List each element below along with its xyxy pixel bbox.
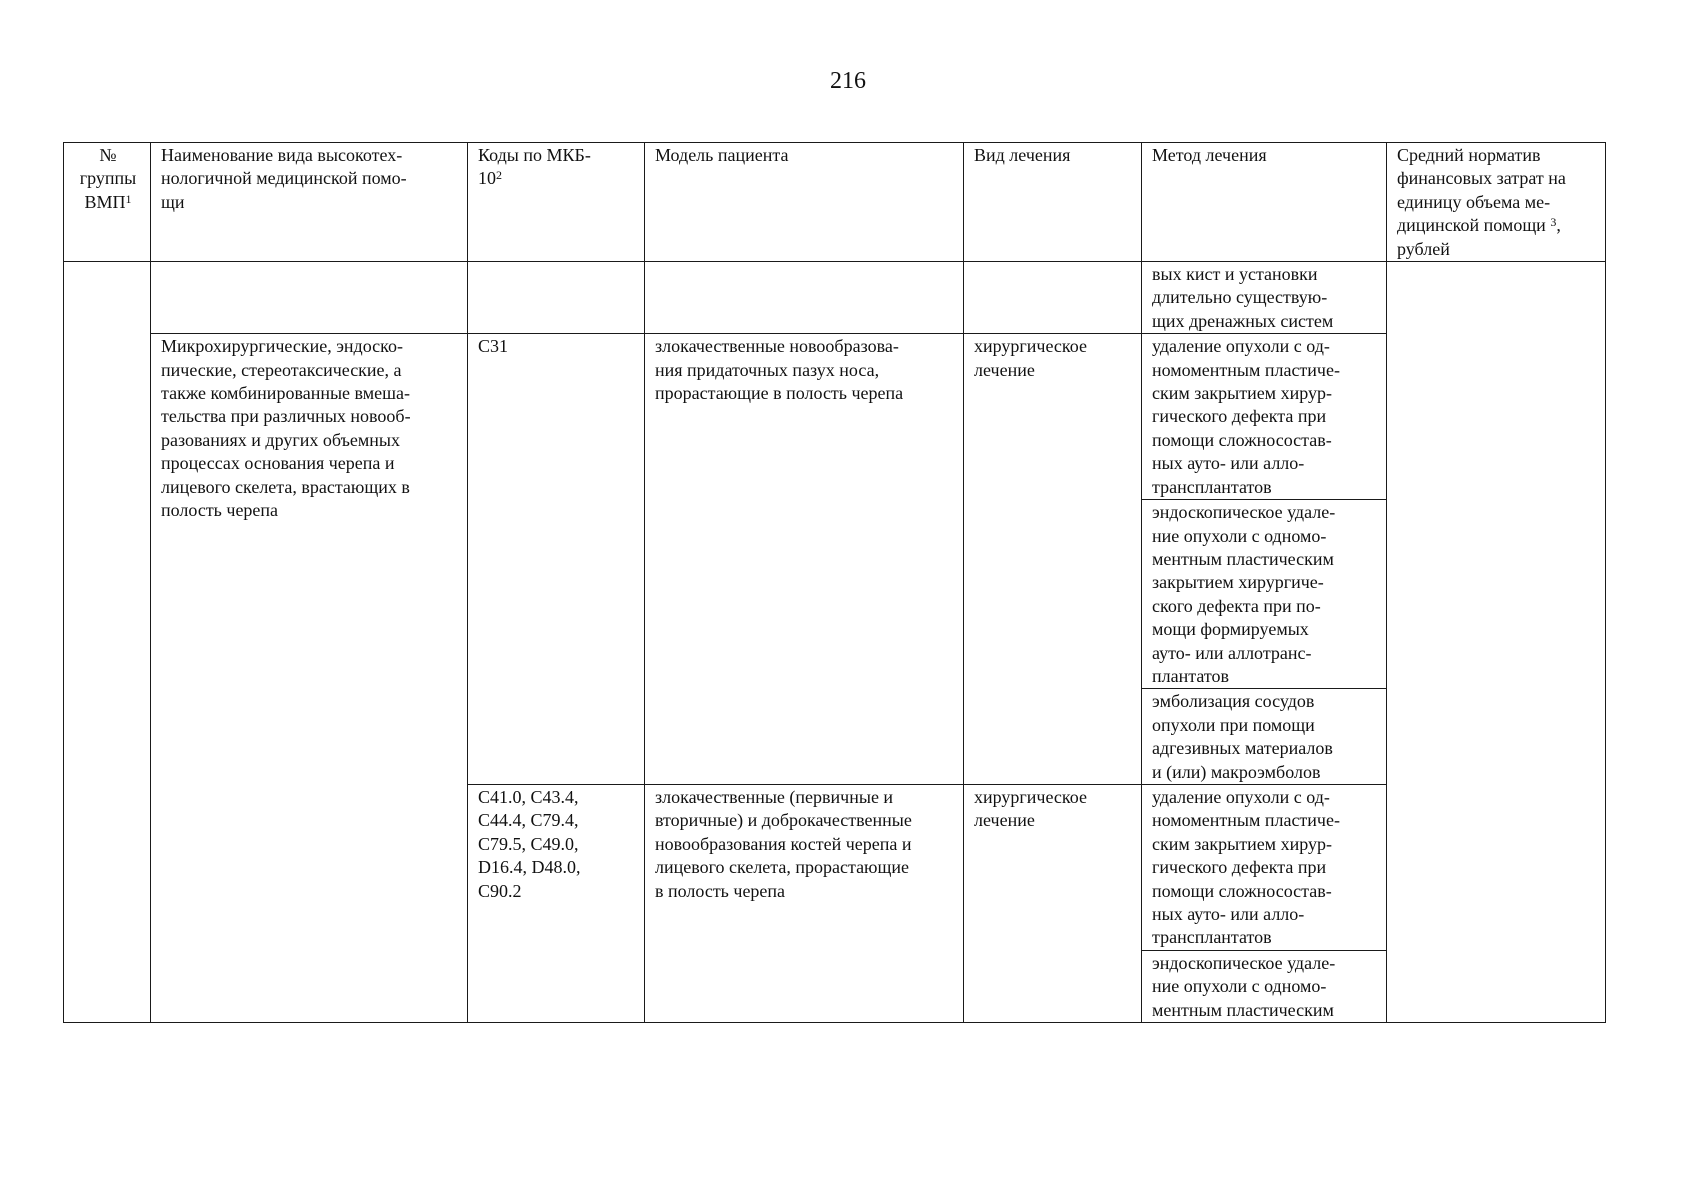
header-treatment-type: Вид лечения [964,143,1142,262]
cell-model: злокачественные новообразова- ния придаточных пазух носа, прорастающие в полость черепа [645,334,964,785]
header-group: № группы ВМП$^1$ [64,143,151,262]
page-number: 216 [830,68,866,94]
cell-treatment-type: хирургическое лечение [964,334,1142,785]
header-codes: Коды по МКБ- $10^2$ [468,143,645,262]
cell-vmp-name: Микрохирургические, эндоско- пические, стереотаксические, а также комбинированные вмеша- тельства при различных новооб- разованиях и других объемных процессах основания черепа и лицевого скелета, врастающих в полость черепа [151,334,468,1023]
cell-empty [151,262,468,334]
cell-method: эмболизация сосудов опухоли при помощи адгезивных материалов и (или) макроэмболов [1142,689,1387,785]
header-cost: Средний норматив финансовых затрат на единицу объема ме- дицинской помощи $^3$, рублей [1387,143,1606,262]
table-row [64,334,1606,500]
cell-method: удаление опухоли с од- номоментным пластиче- ским закрытием хирур- гического дефекта при помощи сложносостав- ных ауто- или алло- трансплантатов [1142,334,1387,500]
header-method: Метод лечения [1142,143,1387,262]
cell-model: злокачественные (первичные и вторичные) и доброкачественные новообразования костей черепа и лицевого скелета, прорастающие в полость черепа [645,784,964,1022]
cell-codes: C31 [468,334,645,785]
cell-method: эндоскопическое удале- ние опухоли с одномо- ментным пластическим закрытием хирургиче- ского дефекта при по- мощи формируемых ауто- или аллотранс- плантатов [1142,500,1387,689]
header-name: Наименование вида высокотех- нологичной медицинской помо- щи [151,143,468,262]
cell-treatment-type: хирургическое лечение [964,784,1142,1022]
cell-empty [964,262,1142,334]
vmp-table [63,142,1606,1023]
cell-group-empty [64,262,151,1023]
header-model: Модель пациента [645,143,964,262]
cell-method: эндоскопическое удале- ние опухоли с одномо- ментным пластическим [1142,950,1387,1022]
cell-method-continuation: вых кист и установки длительно существую- щих дренажных систем [1142,262,1387,334]
cell-cost-empty [1387,262,1606,1023]
cell-codes: C41.0, C43.4, C44.4, C79.4, C79.5, C49.0, D16.4, D48.0, C90.2 [468,784,645,1022]
continuation-row [64,262,1606,334]
cell-empty [645,262,964,334]
header-row [64,143,1606,262]
cell-empty [468,262,645,334]
cell-method: удаление опухоли с од- номоментным пластиче- ским закрытием хирур- гического дефекта при помощи сложносостав- ных ауто- или алло- трансплантатов [1142,784,1387,950]
